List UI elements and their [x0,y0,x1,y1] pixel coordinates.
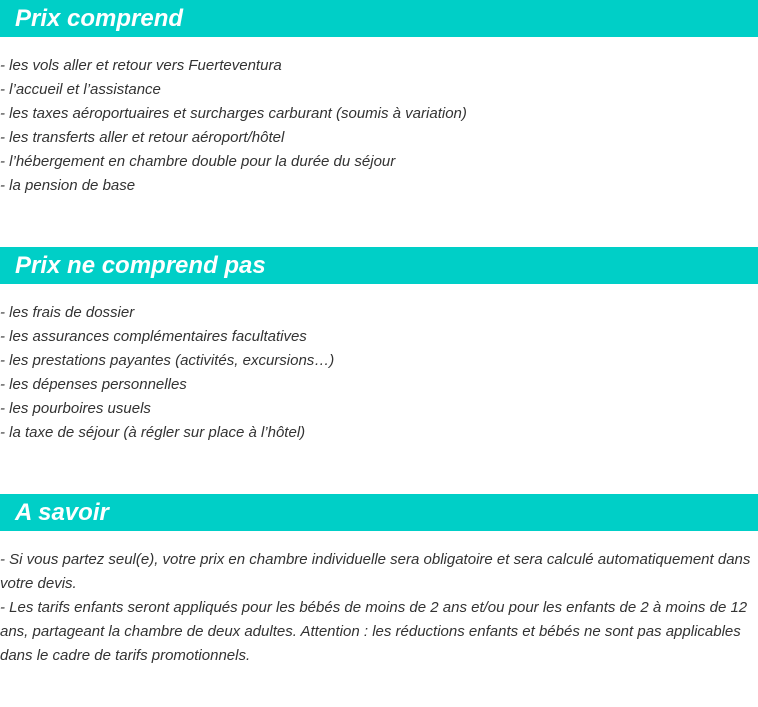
section-title: A savoir [0,494,758,531]
list-item: - l’accueil et l’assistance [0,81,161,98]
list-item: - les transferts aller et retour aéroport/hôtel [0,129,285,146]
info-paragraph: - Les tarifs enfants seront appliqués pour les bébés de moins de 2 ans et/ou pour les enfants de 2 à moins de 12 ans, partageant la chambre de deux adultes. Attention : les réductions enfants et bébés ne sont pas applicables dans le cadre de tarifs promotionnels. [0,599,748,664]
section-prix-comprend [0,0,758,198]
info-paragraph: - Si vous partez seul(e), votre prix en chambre individuelle sera obligatoire et sera calculé automatiquement dans votre devis. [0,551,751,592]
list-item: - les prestations payantes (activités, excursions…) [0,352,335,369]
section-title: Prix comprend [0,0,758,37]
section-prix-ne-comprend-pas [0,247,758,445]
section-paragraphs [0,548,758,668]
section-a-savoir [0,494,758,668]
list-item: - les pourboires usuels [0,400,151,417]
section-list [0,54,758,198]
list-item: - les frais de dossier [0,304,135,321]
section-title: Prix ne comprend pas [0,247,758,284]
list-item: - les vols aller et retour vers Fuerteventura [0,57,282,74]
list-item: - les dépenses personnelles [0,376,187,393]
list-item: - la taxe de séjour (à régler sur place à l’hôtel) [0,424,306,441]
list-item: - l’hébergement en chambre double pour la durée du séjour [0,153,396,170]
list-item: - les assurances complémentaires facultatives [0,328,307,345]
list-item: - la pension de base [0,177,136,194]
section-list [0,301,758,445]
list-item: - les taxes aéroportuaires et surcharges carburant (soumis à variation) [0,105,467,122]
